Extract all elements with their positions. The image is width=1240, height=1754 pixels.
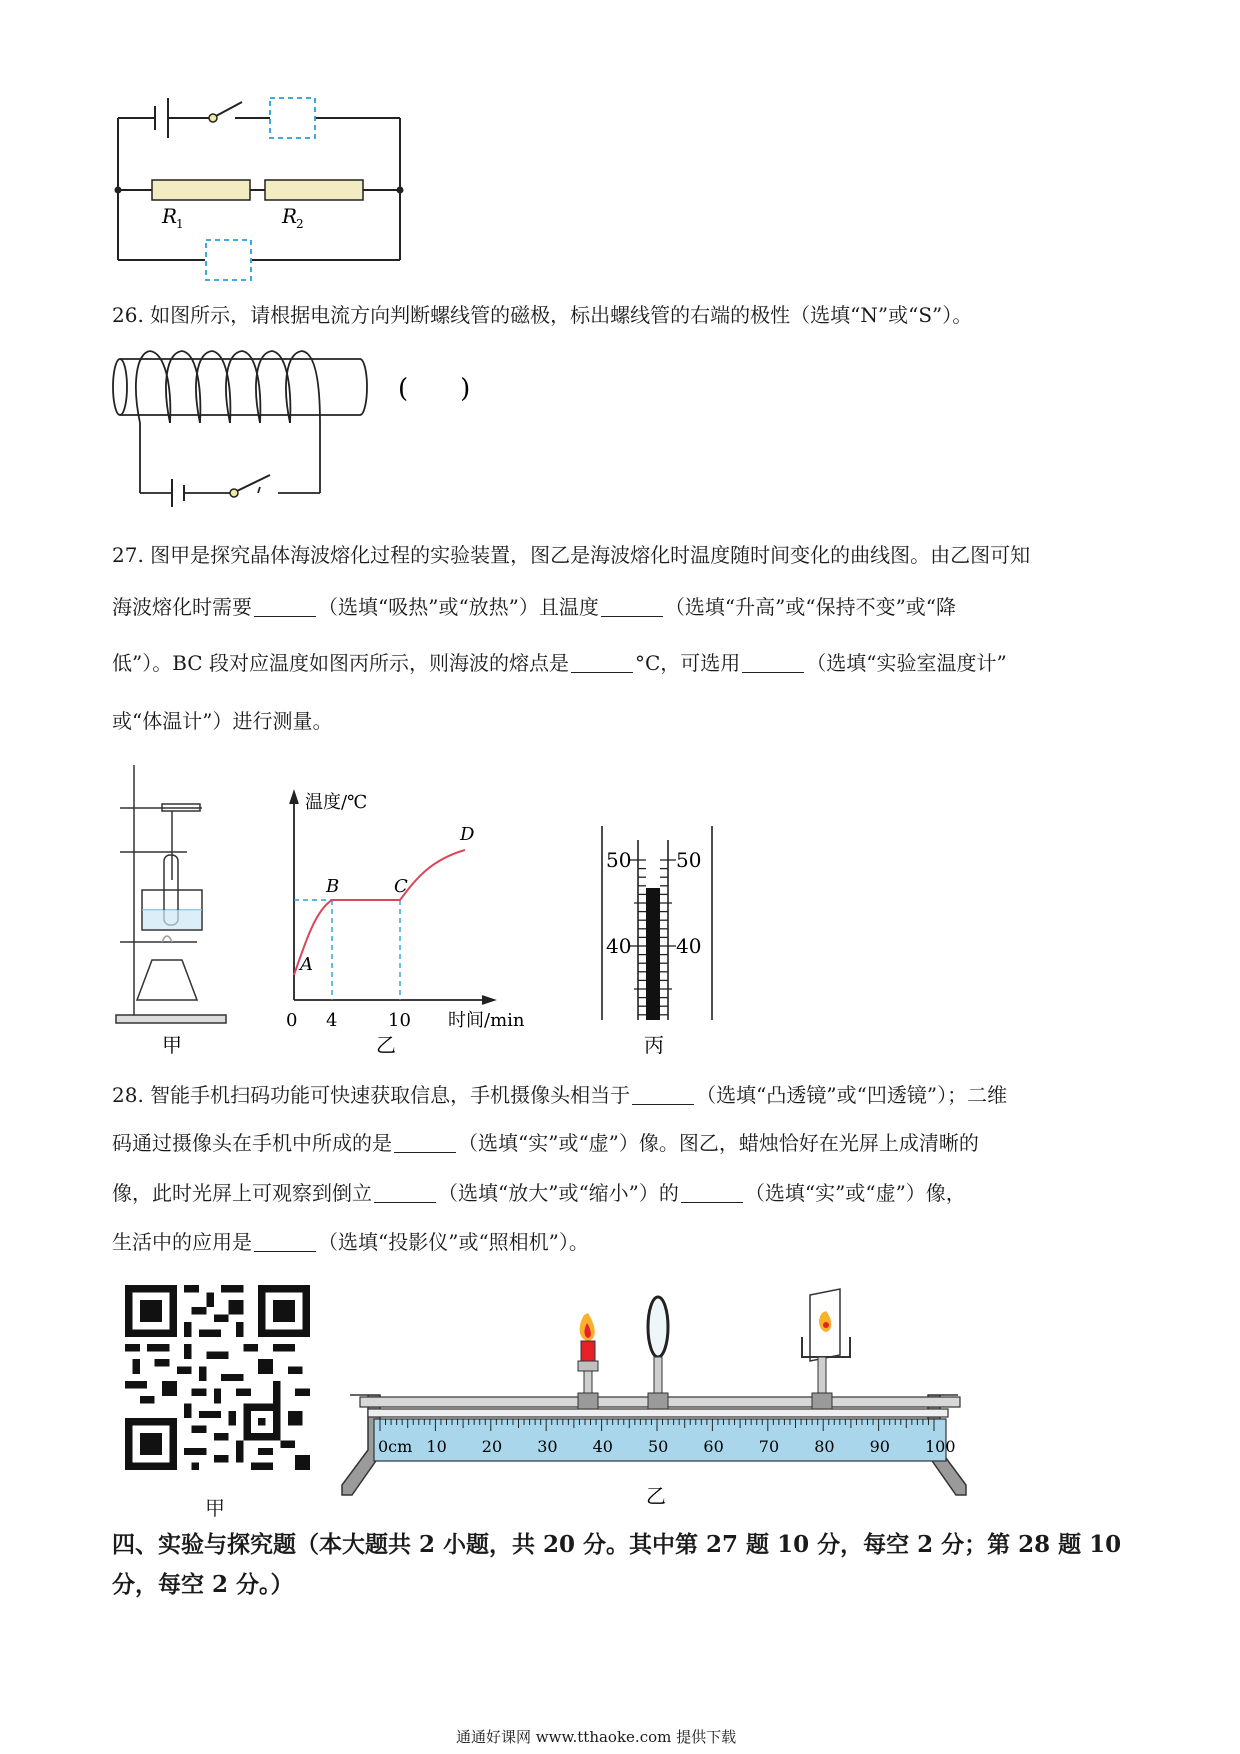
- graph-tick-10: 10: [388, 1010, 411, 1031]
- graph-origin-label: 0: [286, 1010, 298, 1031]
- bench-label: 80: [814, 1437, 835, 1456]
- q26-solenoid-diagram: [110, 345, 490, 525]
- resistor-r2: [265, 180, 363, 200]
- q28-fig-yi: 乙: [646, 1484, 666, 1508]
- thermometer-mercury: [646, 888, 660, 1020]
- q27-blank-3[interactable]: [571, 652, 633, 673]
- q28-line1-a: 28. 智能手机扫码功能可快速获取信息，手机摄像头相当于: [112, 1083, 631, 1107]
- resistor-r1: [152, 180, 250, 200]
- dashed-box-bottom: [206, 240, 251, 280]
- graph-point-b: B: [326, 876, 340, 897]
- r1-label: R: [162, 204, 178, 228]
- q27-fig-yi: 乙: [376, 1033, 396, 1057]
- q25-circuit-diagram: [110, 90, 410, 290]
- bench-label: 20: [481, 1437, 503, 1456]
- q27-line2-b: （选填“吸热”或“放热”）且温度: [318, 595, 599, 619]
- convex-lens: [648, 1297, 668, 1409]
- section4-heading-line2: 分，每空 2 分。）: [112, 1571, 294, 1598]
- q27-blank-2[interactable]: [601, 596, 663, 617]
- q28-line3: [112, 1178, 966, 1208]
- r2-sub: 2: [296, 217, 304, 231]
- light-screen: [802, 1289, 850, 1409]
- q28-blank-1[interactable]: [632, 1084, 694, 1105]
- q27-thermometer-figure: [590, 820, 740, 1060]
- bench-label: 40: [592, 1437, 613, 1456]
- q26-answer-bracket: ( ): [398, 374, 471, 404]
- q27-line2-c: （选填“升高”或“保持不变”或“降: [664, 595, 957, 619]
- graph-tick-4: 4: [326, 1010, 338, 1031]
- q28-line4-b: （选填“投影仪”或“照相机”）。: [318, 1230, 589, 1254]
- q27-blank-1[interactable]: [254, 596, 316, 617]
- dashed-box-top: [270, 98, 315, 138]
- graph-point-c: C: [394, 876, 408, 897]
- bench-label: 90: [869, 1437, 890, 1456]
- q27-line2: [112, 592, 956, 622]
- q27-line2-a: 海波熔化时需要: [112, 595, 252, 619]
- bench-label: 100: [925, 1437, 956, 1456]
- q28-blank-5[interactable]: [254, 1231, 316, 1252]
- q28-line2-a: 码通过摄像头在手机中所成的是: [112, 1131, 392, 1155]
- q26-question: 26. 如图所示，请根据电流方向判断螺线管的磁极，标出螺线管的右端的极性（选填“N”或“S”）。: [112, 303, 973, 327]
- q28-line2: [112, 1128, 979, 1158]
- section4-heading-line1: 四、实验与探究题（本大题共 2 小题，共 20 分。其中第 27 题 10 分，每空 2 分；第 28 题 10: [112, 1531, 1122, 1558]
- thermo-right-50: 50: [676, 848, 702, 872]
- q28-line1-b: （选填“凸透镜”或“凹透镜”）；二维: [696, 1083, 1008, 1107]
- q28-line2-b: （选填“实”或“虚”）像。图乙，蜡烛恰好在光屏上成清晰的: [458, 1131, 979, 1155]
- bench-label: 60: [703, 1437, 724, 1456]
- switch-symbol: [230, 475, 270, 497]
- bench-label: 30: [537, 1437, 558, 1456]
- q27-line1: 27. 图甲是探究晶体海波熔化过程的实验装置，图乙是海波熔化时温度随时间变化的曲线图。由乙图可知: [112, 543, 1031, 567]
- bench-label: 50: [648, 1437, 669, 1456]
- thermo-left-40: 40: [606, 934, 632, 958]
- q27-fig-bing: 丙: [644, 1033, 664, 1057]
- graph-x-axis-label: 时间/min: [448, 1010, 525, 1031]
- graph-point-a: A: [300, 954, 313, 975]
- q28-line3-c: （选填“实”或“虚”）像，: [744, 1181, 966, 1205]
- q28-blank-2[interactable]: [394, 1132, 456, 1153]
- r1-sub: 1: [176, 217, 184, 231]
- q28-line3-a: 像，此时光屏上可观察到倒立: [112, 1181, 372, 1205]
- q27-line3: [112, 648, 1007, 678]
- q27-temp-time-graph: [270, 780, 550, 1057]
- bench-label: 70: [758, 1437, 780, 1456]
- graph-y-axis-label: 温度/℃: [305, 792, 368, 813]
- q27-line4: 或“体温计”）进行测量。: [112, 709, 333, 733]
- q28-optical-bench: [340, 1285, 990, 1515]
- q28-line4-a: 生活中的应用是: [112, 1230, 252, 1254]
- q28-blank-4[interactable]: [681, 1182, 743, 1203]
- q27-fig-jia: 甲: [162, 1033, 182, 1057]
- q28-blank-3[interactable]: [374, 1182, 436, 1203]
- q28-line1: [112, 1080, 1007, 1110]
- bench-label: 10: [426, 1437, 447, 1456]
- solenoid-coils: [136, 351, 320, 423]
- q28-qr-code: [125, 1285, 310, 1470]
- q28-line3-b: （选填“放大”或“缩小”）的: [438, 1181, 679, 1205]
- thermo-right-40: 40: [676, 934, 702, 958]
- q27-line3-b: °C，可选用: [634, 651, 741, 675]
- melting-curve: [294, 850, 465, 975]
- q28-line4: [112, 1227, 589, 1257]
- q27-blank-4[interactable]: [742, 652, 804, 673]
- battery-symbol: [155, 98, 168, 138]
- q28-fig-jia: 甲: [205, 1496, 225, 1520]
- q27-apparatus-figure: [112, 760, 232, 1057]
- bench-label: 0cm: [378, 1437, 413, 1456]
- footer-source: 通通好课网 www.tthaoke.com 提供下载: [456, 1728, 737, 1746]
- q27-line3-c: （选填“实验室温度计”: [806, 651, 1007, 675]
- battery-symbol: [172, 479, 184, 507]
- r2-label: R: [282, 204, 298, 228]
- candle: [578, 1313, 598, 1409]
- q27-line3-a: 低”）。BC 段对应温度如图丙所示，则海波的熔点是: [112, 651, 569, 675]
- graph-point-d: D: [460, 824, 475, 845]
- thermo-left-50: 50: [606, 848, 632, 872]
